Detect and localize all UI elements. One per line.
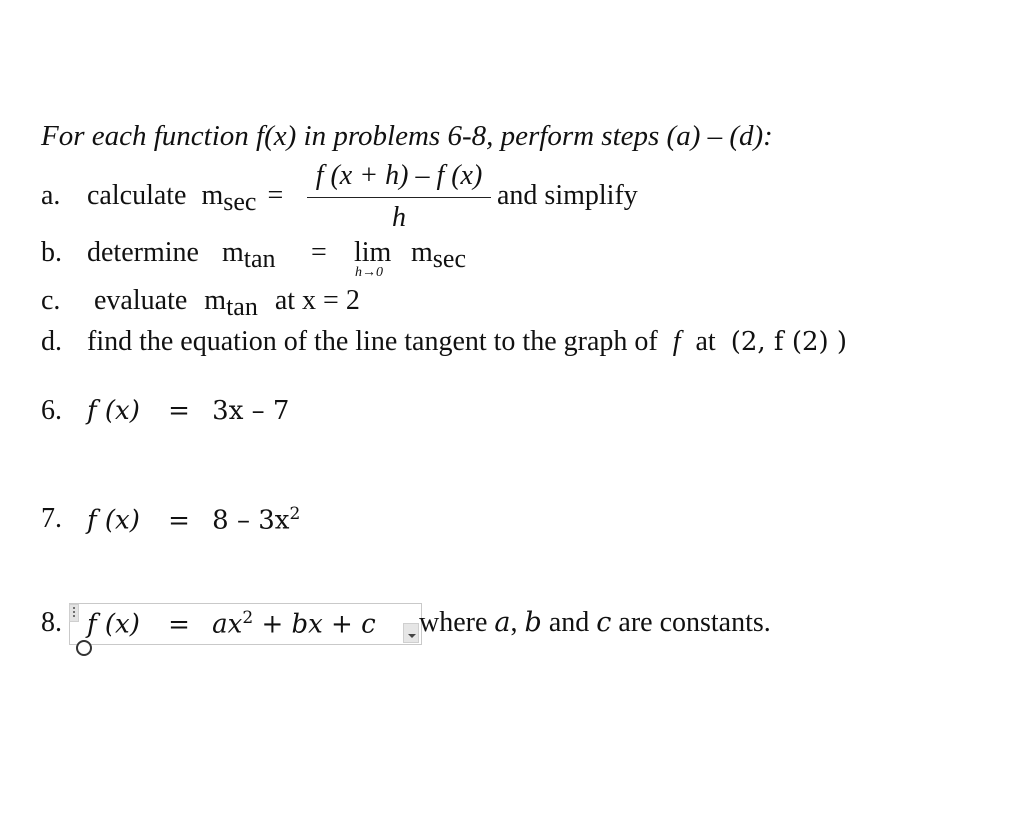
step-d-at: at	[695, 326, 716, 357]
problem-8-equation[interactable]	[87, 608, 376, 640]
intro-text: For each function f(x) in problems 6-8, perform steps (a) – (d):	[41, 120, 773, 152]
problem-8-exp: 2	[242, 608, 254, 628]
step-a-after: and simplify	[497, 180, 638, 211]
problem-7-exp: 2	[289, 504, 301, 524]
problem-6-number: 6.	[41, 395, 62, 426]
problem-8-tail-b: b	[524, 607, 542, 638]
step-a-sub: sec	[223, 187, 257, 216]
step-c-after: at x = 2	[274, 285, 360, 316]
problem-8-tail-rest: here	[439, 607, 495, 638]
problem-6-rhs: 3x – 7	[212, 396, 290, 426]
step-a-m: m	[201, 180, 224, 211]
problem-7-eq: =	[168, 505, 190, 536]
problem-8-tail-a: a	[494, 607, 511, 638]
problem-8-tail-and: and	[541, 607, 597, 638]
step-b-marker: b.	[41, 237, 62, 268]
fraction-bar	[307, 197, 491, 198]
problem-6-eq: =	[168, 396, 190, 426]
step-a-eq: =	[267, 180, 284, 211]
problem-8-tail-sep1: ,	[510, 607, 525, 638]
problem-8-tail-c: c	[596, 607, 612, 638]
step-c-m: m	[204, 285, 227, 316]
problem-8-lhs: f (x)	[87, 609, 140, 640]
step-b-lim: lim	[354, 237, 392, 268]
problem-6-equation	[87, 396, 289, 426]
step-b-msec	[411, 237, 466, 273]
equation-drag-handle[interactable]	[69, 604, 79, 622]
anchor-handle-icon[interactable]	[76, 640, 92, 656]
step-d-text: find the equation of the line tangent to the graph of	[87, 326, 658, 357]
step-d-body	[87, 326, 847, 358]
step-d-point: (2, f (2) )	[730, 327, 848, 357]
step-c-text: evaluate	[94, 285, 188, 316]
problem-8-tail	[419, 607, 771, 639]
step-d-f: f	[672, 326, 681, 357]
problem-8-tail-w: w	[419, 607, 440, 638]
difference-quotient	[307, 160, 491, 234]
step-a-text: calculate	[87, 180, 187, 211]
problem-7-number: 7.	[41, 503, 62, 534]
step-b-lim-under: h→0	[355, 265, 383, 280]
problem-8-rhs-a: ax	[212, 609, 243, 640]
step-d-marker: d.	[41, 326, 62, 357]
step-b-m: m	[221, 237, 244, 268]
step-c-sub: tan	[226, 292, 258, 321]
step-b-m2: m	[411, 237, 433, 268]
step-b-sub2: sec	[432, 244, 466, 273]
problem-8-eq: =	[168, 609, 190, 640]
fraction-denominator: h	[392, 202, 406, 233]
problem-8-number: 8.	[41, 607, 62, 638]
problem-8-tail-end: are constants.	[611, 607, 771, 638]
step-a-body	[87, 180, 284, 216]
problem-7-equation	[87, 504, 300, 536]
step-b-sub: tan	[243, 244, 276, 273]
step-b-body	[87, 237, 276, 273]
problem-7-rhs: 8 – 3x	[212, 505, 290, 536]
problem-7-lhs: f (x)	[87, 505, 140, 536]
step-b-text: determine	[87, 237, 199, 268]
step-b-eq: =	[311, 237, 327, 268]
equation-options-dropdown[interactable]	[403, 623, 419, 643]
problem-6-lhs: f (x)	[87, 396, 140, 426]
step-c-body	[94, 285, 360, 321]
step-a-marker: a.	[41, 180, 61, 211]
step-c-marker: c.	[41, 285, 61, 316]
fraction-numerator: f (x + h) – f (x)	[315, 160, 483, 191]
step-a	[41, 180, 60, 212]
problem-8-rhs-rest: + bx + c	[261, 609, 376, 640]
